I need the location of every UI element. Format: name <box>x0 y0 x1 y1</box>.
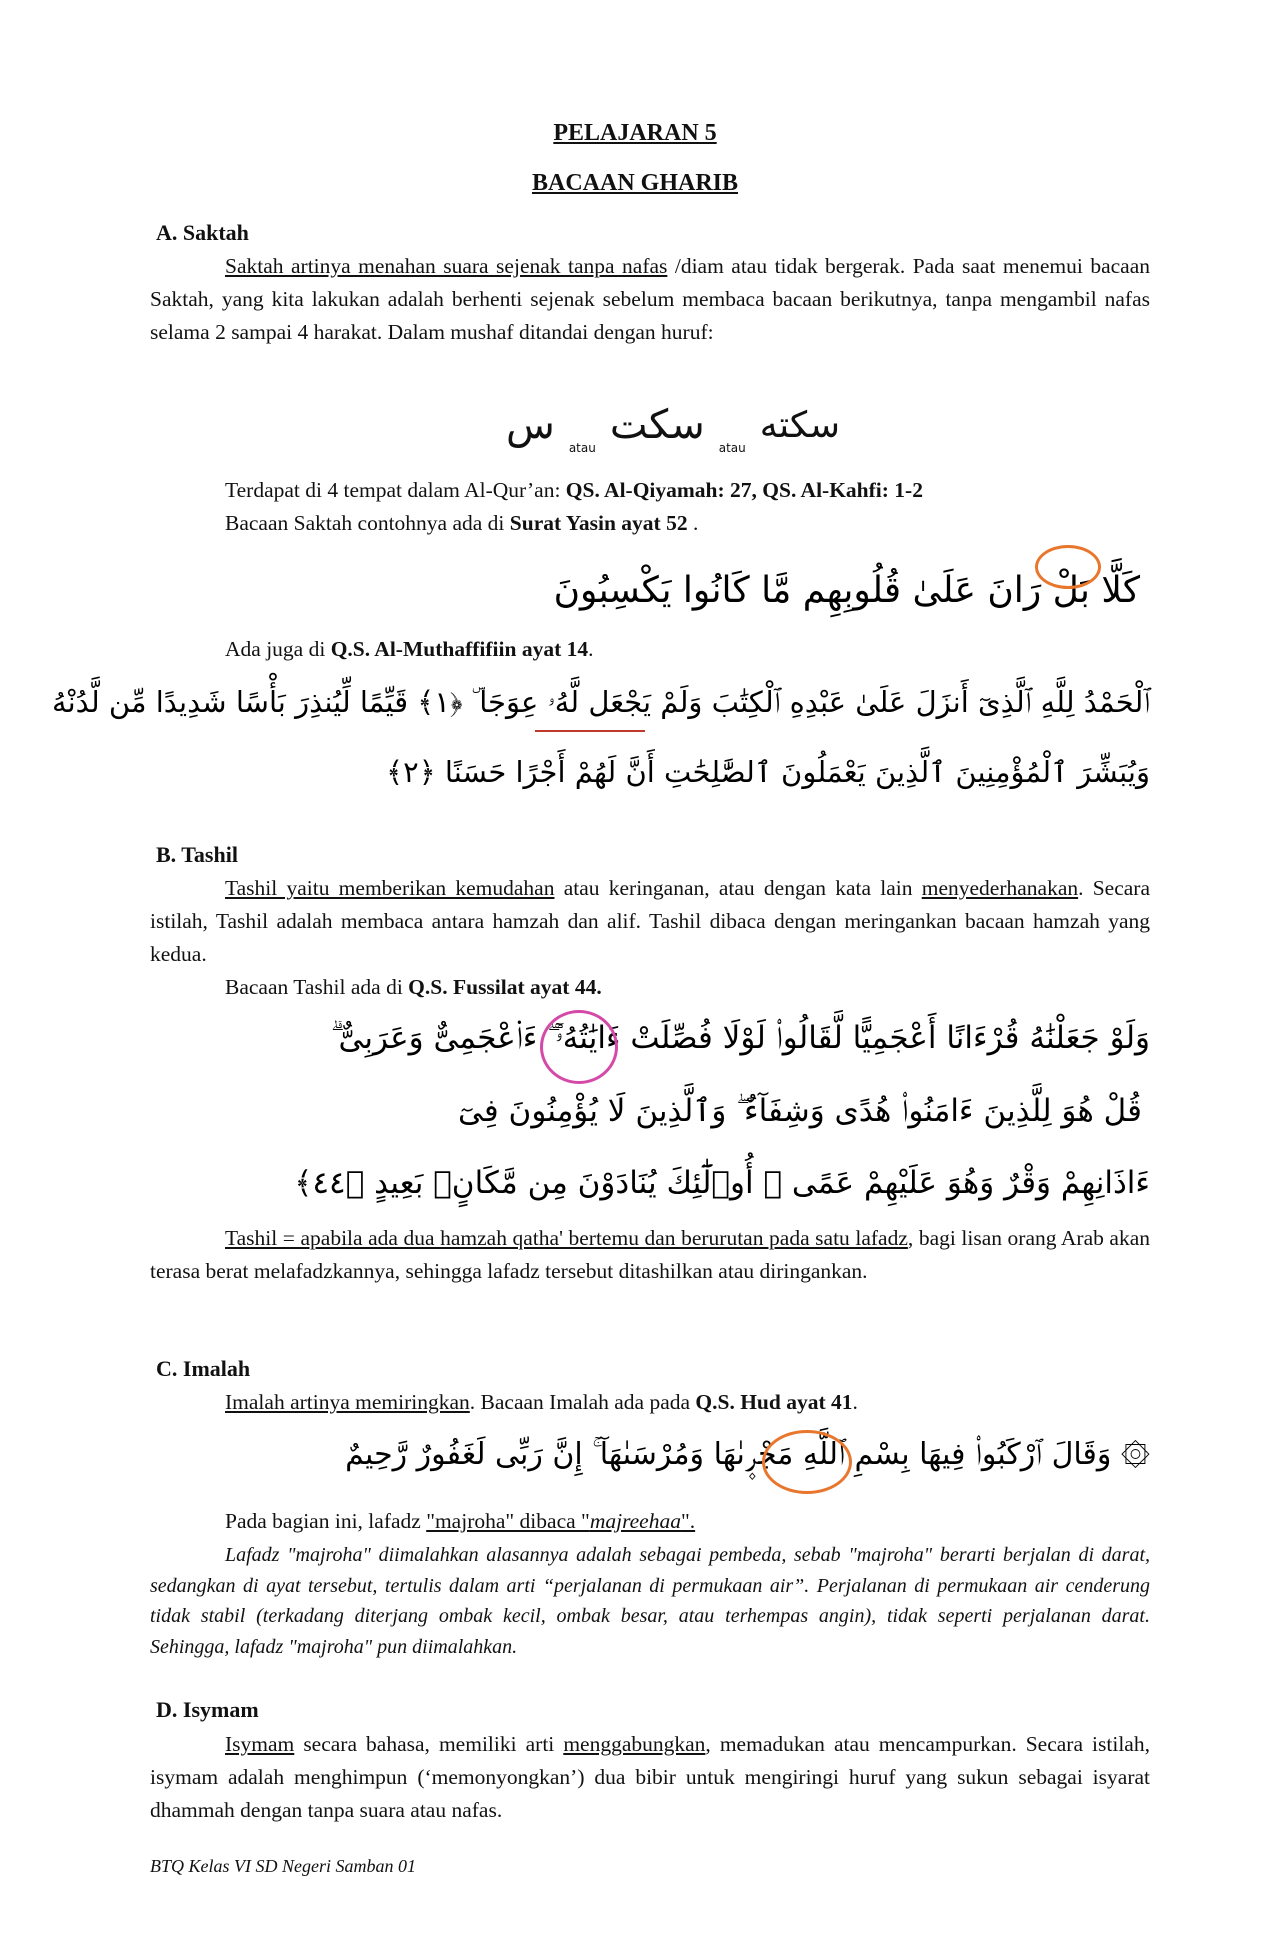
places-label: Terdapat di 4 tempat dalam Al-Qur’an: <box>225 478 566 502</box>
isymam-term: Isymam <box>225 1732 295 1756</box>
arabic-fussilat-3: ءَاذَانِهِمْ وَقْرٌ وَهُوَ عَلَيْهِمْ عَمًى ۚ أُو۟لَٰٓئِكَ يُنَادَوْنَ مِن مَّكَانٍۭ بَعِيدٍ ﴿٤٤﴾ <box>294 1165 1150 1201</box>
imalah-end: . <box>852 1390 858 1414</box>
isymam-combine: menggabungkan <box>563 1732 706 1756</box>
reading-end: ". <box>680 1509 696 1533</box>
tashil-example <box>225 971 602 1004</box>
symbol-sep: atau <box>568 441 596 455</box>
arabic-yasin-52: كَلَّا بَلْ رَانَ عَلَىٰ قُلُوبِهِم مَّا كَانُوا يَكْسِبُونَ <box>553 570 1140 611</box>
saktah-places <box>225 474 923 507</box>
places-refs: QS. Al-Qiyamah: 27, QS. Al-Kahfi: 1-2 <box>565 478 923 502</box>
saktah-example <box>225 507 698 540</box>
tashil-rule: Tashil = apabila ada dua hamzah qatha' bertemu dan berurutan pada satu lafadz <box>225 1226 908 1250</box>
tashil-highlight-circle <box>540 1010 618 1084</box>
symbol-sin: س <box>506 402 555 448</box>
example-label: Bacaan Saktah contohnya ada di <box>225 511 510 535</box>
arabic-fussilat-1: وَلَوْ جَعَلْنَٰهُ قُرْءَانًا أَعْجَمِيًّا لَّقَالُوا۟ لَوْلَا فُصِّلَتْ ءَايَٰتُهُۥٓ ۖ ءَا۬عْجَمِىٌّ وَعَرَبِىٌّ ۗ <box>330 1020 1150 1056</box>
tashil-definition: Tashil yaitu memberikan kemudahan <box>225 876 555 900</box>
tashil-simplify: menyederhanakan <box>921 876 1079 900</box>
imalah-paragraph <box>225 1386 858 1419</box>
example-label: Bacaan Tashil ada di <box>225 975 409 999</box>
imalah-highlight-circle <box>762 1430 852 1494</box>
lesson-number: PELAJARAN 5 <box>553 120 717 146</box>
imalah-reading <box>225 1505 695 1538</box>
imalah-definition: Imalah artinya memiringkan <box>225 1390 470 1414</box>
isymam-paragraph <box>150 1728 1150 1827</box>
example-ref: Q.S. Fussilat ayat 44. <box>408 975 602 999</box>
symbol-sakatah: سكته <box>759 404 840 446</box>
reading-majroha: "majroha" dibaca " <box>426 1509 590 1533</box>
arabic-kahfi-2: وَيُبَشِّرَ ٱلْمُؤْمِنِينَ ٱلَّذِينَ يَعْمَلُونَ ٱلصَّٰلِحَٰتِ أَنَّ لَهُمْ أَجْرًا حَسَنًا ﴿٢﴾ <box>386 755 1150 789</box>
symbol-sep: atau <box>718 441 746 455</box>
section-a-paragraph <box>150 250 1150 349</box>
saktah-definition: Saktah artinya menahan suara sejenak tanpa nafas <box>225 254 668 278</box>
tashil-text-rest: . Secara istilah, Tashil adalah membaca antara hamzah dan alif. Tashil dibaca dengan meringankan bacaan hamzah yang kedua. <box>150 876 1150 966</box>
section-b-paragraph <box>150 872 1150 971</box>
saktah-also <box>225 633 593 666</box>
imalah-ref: Q.S. Hud ayat 41 <box>695 1390 853 1414</box>
also-ref: Q.S. Al-Muthaffifiin ayat 14 <box>330 637 589 661</box>
imalah-explanation: Lafadz "majroha" diimalahkan alasannya adalah sebagai pembeda, sebab "majroha" berarti berjalan di darat, sedangkan di ayat tersebut, tertulis dalam arti “perjalanan di permukaan air”. Perjalanan di permukaan air cenderung tidak stabil (terkadang diterjang ombak kecil, ombak besar, atau terhempas angin), tidak seperti perjalanan darat. Sehingga, lafadz "majroha" pun diimalahkan. <box>150 1544 1150 1658</box>
imalah-text: . Bacaan Imalah ada pada <box>469 1390 696 1414</box>
section-c-heading: C. Imalah <box>156 1356 251 1381</box>
section-d-heading: D. Isymam <box>156 1697 259 1722</box>
saktah-underline-mark <box>535 730 645 732</box>
tashil-text: atau keringanan, atau dengan kata lain <box>554 876 922 900</box>
page-footer: BTQ Kelas VI SD Negeri Samban 01 <box>150 1856 416 1876</box>
arabic-fussilat-2: قُلْ هُوَ لِلَّذِينَ ءَامَنُوا۟ هُدًى وَشِفَآءٌ ۖ وَٱلَّذِينَ لَا يُؤْمِنُونَ فِىٓ <box>458 1093 1142 1129</box>
page-title: BACAAN GHARIB <box>531 170 738 196</box>
arabic-hud-41: ۞ وَقَالَ ٱرْكَبُوا۟ فِيهَا بِسْمِ ٱللَّهِ مَجْر۪ىٰهَا وَمُرْسَىٰهَآ ۚ إِنَّ رَبِّى لَغَفُورٌ رَّحِيمٌ <box>345 1437 1150 1472</box>
arabic-kahfi-1: ٱلْحَمْدُ لِلَّهِ ٱلَّذِىٓ أَنزَلَ عَلَىٰ عَبْدِهِ ٱلْكِتَٰبَ وَلَمْ يَجْعَل لَّهُۥ عِوَجَا ۜ ﴿١﴾ قَيِّمًا لِّيُنذِرَ بَأْسًا شَدِيدًا مِّن لَّدُنْهُ <box>52 685 1150 719</box>
also-end: . <box>588 637 594 661</box>
saktah-text: /diam atau tidak bergerak. Pada saat menemui bacaan Saktah, yang kita lakukan adalah berhenti sejenak sebelum membaca bacaan berikutnya, tanpa mengambil nafas selama 2 sampai 4 harakat. Dalam mushaf ditandai dengan huruf: <box>150 254 1150 344</box>
saktah-highlight-circle <box>1035 545 1101 589</box>
reading-label: Pada bagian ini, lafadz <box>225 1509 427 1533</box>
section-a-heading: A. Saktah <box>156 220 249 245</box>
saktah-symbols <box>470 395 840 455</box>
example-end: . <box>687 511 699 535</box>
tashil-note <box>150 1222 1150 1288</box>
also-label: Ada juga di <box>225 637 331 661</box>
section-b-heading: B. Tashil <box>156 842 238 867</box>
isymam-text: secara bahasa, memiliki arti <box>294 1732 564 1756</box>
tashil-note-rest: , bagi lisan orang Arab akan terasa berat melafadzkannya, sehingga lafadz tersebut ditashilkan atau diringankan. <box>150 1226 1151 1283</box>
symbol-sakat: سكت <box>609 402 705 448</box>
reading-majreehaa: majreehaa <box>589 1509 681 1533</box>
example-ref: Surat Yasin ayat 52 <box>509 511 688 535</box>
isymam-text-rest: , memadukan atau mencampurkan. Secara istilah, isymam adalah menghimpun (‘memonyongkan’) dua bibir untuk mengiringi huruf yang sukun sebagai isyarat dhammah dengan tanpa suara atau nafas. <box>150 1732 1150 1822</box>
